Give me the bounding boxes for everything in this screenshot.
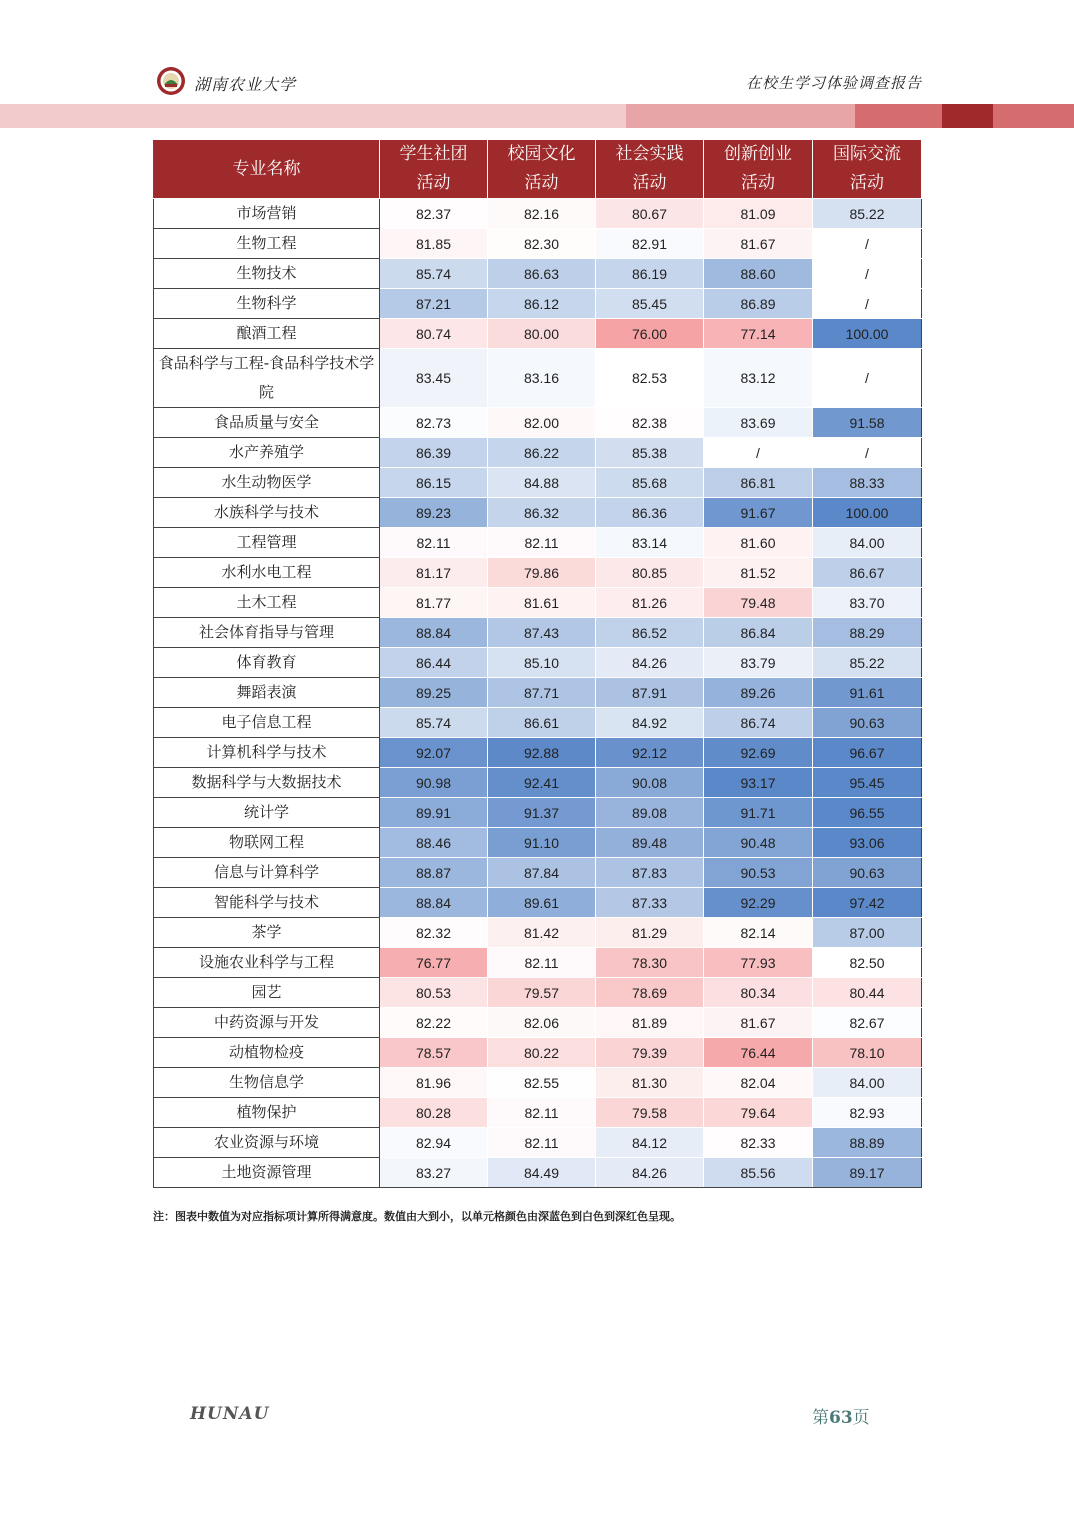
major-name-cell: 食品质量与安全 <box>154 408 380 438</box>
table-row <box>154 648 922 678</box>
score-cell: 86.22 <box>488 438 596 468</box>
table-row <box>154 888 922 918</box>
score-cell: 86.36 <box>596 498 704 528</box>
report-title: 在校生学习体验调查报告 <box>745 74 922 92</box>
major-name-cell: 设施农业科学与工程 <box>154 948 380 978</box>
score-cell: 83.79 <box>704 648 813 678</box>
major-name-cell: 水产养殖学 <box>154 438 380 468</box>
score-cell: 81.89 <box>596 1008 704 1038</box>
score-cell: 87.21 <box>380 289 488 319</box>
score-cell: 81.30 <box>596 1068 704 1098</box>
score-cell: 86.67 <box>813 558 922 588</box>
score-cell: 79.86 <box>488 558 596 588</box>
major-name-cell: 工程管理 <box>154 528 380 558</box>
score-cell: 86.52 <box>596 618 704 648</box>
score-cell: 85.45 <box>596 289 704 319</box>
score-cell: 89.26 <box>704 678 813 708</box>
major-name-cell: 食品科学与工程-食品科学技术学院 <box>154 349 380 408</box>
score-cell: 90.48 <box>704 828 813 858</box>
major-name-cell: 生物信息学 <box>154 1068 380 1098</box>
score-cell: 86.32 <box>488 498 596 528</box>
score-cell: 85.56 <box>704 1158 813 1188</box>
score-cell: 82.50 <box>813 948 922 978</box>
major-name-cell: 电子信息工程 <box>154 708 380 738</box>
major-name-cell: 智能科学与技术 <box>154 888 380 918</box>
major-name-cell: 统计学 <box>154 798 380 828</box>
score-cell: 82.38 <box>596 408 704 438</box>
major-name-cell: 土地资源管理 <box>154 1158 380 1188</box>
score-cell: 84.92 <box>596 708 704 738</box>
score-cell: 81.67 <box>704 229 813 259</box>
score-cell: 82.33 <box>704 1128 813 1158</box>
major-name-cell: 水族科学与技术 <box>154 498 380 528</box>
score-cell: 82.00 <box>488 408 596 438</box>
score-cell: 86.19 <box>596 259 704 289</box>
score-cell: 90.63 <box>813 858 922 888</box>
score-cell: 89.23 <box>380 498 488 528</box>
score-cell: 92.12 <box>596 738 704 768</box>
table-row <box>154 1158 922 1188</box>
score-cell: / <box>813 259 922 289</box>
major-name-cell: 物联网工程 <box>154 828 380 858</box>
column-header: 国际交流 活动 <box>813 140 922 199</box>
score-cell: 86.74 <box>704 708 813 738</box>
score-cell: 82.91 <box>596 229 704 259</box>
score-cell: / <box>813 289 922 319</box>
header-band-red <box>855 104 942 128</box>
score-cell: 86.61 <box>488 708 596 738</box>
table-row <box>154 1068 922 1098</box>
score-cell: 80.22 <box>488 1038 596 1068</box>
score-cell: 83.16 <box>488 349 596 408</box>
score-cell: 87.84 <box>488 858 596 888</box>
score-cell: 91.61 <box>813 678 922 708</box>
score-cell: 82.32 <box>380 918 488 948</box>
score-cell: 78.10 <box>813 1038 922 1068</box>
score-cell: 92.41 <box>488 768 596 798</box>
score-cell: 84.26 <box>596 648 704 678</box>
score-cell: 91.67 <box>704 498 813 528</box>
table-row <box>154 229 922 259</box>
score-cell: 91.37 <box>488 798 596 828</box>
score-cell: / <box>813 438 922 468</box>
score-cell: 90.08 <box>596 768 704 798</box>
score-cell: 82.67 <box>813 1008 922 1038</box>
score-cell: 89.91 <box>380 798 488 828</box>
score-cell: 95.45 <box>813 768 922 798</box>
score-cell: 82.06 <box>488 1008 596 1038</box>
table-row <box>154 1038 922 1068</box>
score-cell: 83.27 <box>380 1158 488 1188</box>
score-cell: 97.42 <box>813 888 922 918</box>
table-row <box>154 768 922 798</box>
score-cell: 81.17 <box>380 558 488 588</box>
score-cell: 78.57 <box>380 1038 488 1068</box>
score-cell: 100.00 <box>813 319 922 349</box>
score-cell: 88.84 <box>380 618 488 648</box>
score-cell: 78.69 <box>596 978 704 1008</box>
score-cell: 89.48 <box>596 828 704 858</box>
score-cell: 80.74 <box>380 319 488 349</box>
score-cell: 84.88 <box>488 468 596 498</box>
table-row <box>154 558 922 588</box>
table-row <box>154 798 922 828</box>
score-cell: 79.64 <box>704 1098 813 1128</box>
page-header <box>0 0 1074 104</box>
score-cell: 86.15 <box>380 468 488 498</box>
major-name-cell: 市场营销 <box>154 199 380 229</box>
score-cell: 82.16 <box>488 199 596 229</box>
score-cell: 84.49 <box>488 1158 596 1188</box>
table-row <box>154 678 922 708</box>
major-name-cell: 酿酒工程 <box>154 319 380 349</box>
major-name-cell: 园艺 <box>154 978 380 1008</box>
score-cell: 82.53 <box>596 349 704 408</box>
score-cell: 93.06 <box>813 828 922 858</box>
major-name-cell: 植物保护 <box>154 1098 380 1128</box>
score-cell: 76.77 <box>380 948 488 978</box>
score-cell: 79.58 <box>596 1098 704 1128</box>
major-name-cell: 体育教育 <box>154 648 380 678</box>
score-cell: 81.67 <box>704 1008 813 1038</box>
table-row <box>154 289 922 319</box>
score-cell: / <box>704 438 813 468</box>
score-cell: 83.69 <box>704 408 813 438</box>
score-cell: 77.93 <box>704 948 813 978</box>
score-cell: 100.00 <box>813 498 922 528</box>
table-row <box>154 828 922 858</box>
score-cell: 82.11 <box>488 1128 596 1158</box>
score-cell: 88.87 <box>380 858 488 888</box>
score-cell: 85.38 <box>596 438 704 468</box>
score-cell: 83.45 <box>380 349 488 408</box>
score-cell: 82.11 <box>488 1098 596 1128</box>
header-band-light <box>0 104 626 128</box>
major-name-cell: 数据科学与大数据技术 <box>154 768 380 798</box>
score-cell: 82.94 <box>380 1128 488 1158</box>
score-cell: 85.74 <box>380 259 488 289</box>
major-name-cell: 农业资源与环境 <box>154 1128 380 1158</box>
score-cell: 87.43 <box>488 618 596 648</box>
score-cell: 84.00 <box>813 1068 922 1098</box>
score-cell: 96.55 <box>813 798 922 828</box>
score-cell: 81.61 <box>488 588 596 618</box>
score-cell: 93.17 <box>704 768 813 798</box>
score-cell: 89.17 <box>813 1158 922 1188</box>
score-cell: 87.00 <box>813 918 922 948</box>
score-cell: 82.93 <box>813 1098 922 1128</box>
score-cell: 96.67 <box>813 738 922 768</box>
score-cell: 81.60 <box>704 528 813 558</box>
score-cell: 86.81 <box>704 468 813 498</box>
score-cell: 81.77 <box>380 588 488 618</box>
score-cell: 84.26 <box>596 1158 704 1188</box>
score-cell: 81.29 <box>596 918 704 948</box>
score-cell: 86.89 <box>704 289 813 319</box>
score-cell: 80.44 <box>813 978 922 1008</box>
score-cell: 81.09 <box>704 199 813 229</box>
score-cell: 76.44 <box>704 1038 813 1068</box>
table-row <box>154 408 922 438</box>
table-body <box>154 199 922 1188</box>
score-cell: 79.39 <box>596 1038 704 1068</box>
table-row <box>154 438 922 468</box>
major-name-cell: 水生动物医学 <box>154 468 380 498</box>
table-row <box>154 528 922 558</box>
table-note: 注：图表中数值为对应指标项计算所得满意度。数值由大到小，以单元格颜色由深蓝色到白色到深红色呈现。 <box>153 1210 681 1223</box>
score-cell: 87.83 <box>596 858 704 888</box>
score-cell: 81.52 <box>704 558 813 588</box>
table-row <box>154 199 922 229</box>
table-row <box>154 738 922 768</box>
score-cell: 84.00 <box>813 528 922 558</box>
score-cell: 91.10 <box>488 828 596 858</box>
score-cell: 86.44 <box>380 648 488 678</box>
score-cell: 80.34 <box>704 978 813 1008</box>
table-row <box>154 858 922 888</box>
score-cell: 85.10 <box>488 648 596 678</box>
page-number: 第63页 <box>812 1408 870 1428</box>
column-header: 校园文化 活动 <box>488 140 596 199</box>
footer-brand: HUNAU <box>190 1404 270 1424</box>
score-cell: 83.12 <box>704 349 813 408</box>
score-cell: 92.29 <box>704 888 813 918</box>
table-row <box>154 918 922 948</box>
score-cell: / <box>813 229 922 259</box>
column-header: 专业名称 <box>154 140 380 199</box>
score-cell: 91.71 <box>704 798 813 828</box>
major-name-cell: 生物科学 <box>154 289 380 319</box>
score-cell: 85.68 <box>596 468 704 498</box>
table-row <box>154 1098 922 1128</box>
score-cell: 82.73 <box>380 408 488 438</box>
score-cell: 78.30 <box>596 948 704 978</box>
score-cell: 80.28 <box>380 1098 488 1128</box>
score-cell: 89.08 <box>596 798 704 828</box>
score-cell: 81.26 <box>596 588 704 618</box>
major-name-cell: 社会体育指导与管理 <box>154 618 380 648</box>
table-row <box>154 978 922 1008</box>
score-cell: 81.85 <box>380 229 488 259</box>
score-cell: 77.14 <box>704 319 813 349</box>
table-row <box>154 948 922 978</box>
table-row <box>154 349 922 408</box>
table-row <box>154 259 922 289</box>
university-name: 湖南农业大学 <box>194 75 297 94</box>
score-cell: 82.11 <box>380 528 488 558</box>
score-cell: 82.11 <box>488 528 596 558</box>
major-name-cell: 动植物检疫 <box>154 1038 380 1068</box>
score-cell: 91.58 <box>813 408 922 438</box>
score-cell: 90.53 <box>704 858 813 888</box>
score-cell: 88.60 <box>704 259 813 289</box>
major-name-cell: 计算机科学与技术 <box>154 738 380 768</box>
score-cell: 87.91 <box>596 678 704 708</box>
score-cell: 80.53 <box>380 978 488 1008</box>
major-name-cell: 茶学 <box>154 918 380 948</box>
major-name-cell: 土木工程 <box>154 588 380 618</box>
score-cell: 82.11 <box>488 948 596 978</box>
major-name-cell: 信息与计算科学 <box>154 858 380 888</box>
major-name-cell: 生物技术 <box>154 259 380 289</box>
score-cell: 80.85 <box>596 558 704 588</box>
score-cell: 82.37 <box>380 199 488 229</box>
score-cell: 82.14 <box>704 918 813 948</box>
score-cell: 83.70 <box>813 588 922 618</box>
column-header: 社会实践 活动 <box>596 140 704 199</box>
satisfaction-table <box>153 139 922 1188</box>
column-header: 学生社团 活动 <box>380 140 488 199</box>
score-cell: 76.00 <box>596 319 704 349</box>
score-cell: 90.63 <box>813 708 922 738</box>
table-row <box>154 588 922 618</box>
score-cell: 79.48 <box>704 588 813 618</box>
score-cell: 82.30 <box>488 229 596 259</box>
score-cell: 89.61 <box>488 888 596 918</box>
score-cell: 85.22 <box>813 648 922 678</box>
score-cell: 82.55 <box>488 1068 596 1098</box>
score-cell: 88.46 <box>380 828 488 858</box>
table-row <box>154 1128 922 1158</box>
table-row <box>154 618 922 648</box>
header-band-mid <box>626 104 855 128</box>
score-cell: 84.12 <box>596 1128 704 1158</box>
table-row <box>154 319 922 349</box>
column-header: 创新创业 活动 <box>704 140 813 199</box>
score-cell: 87.71 <box>488 678 596 708</box>
score-cell: 92.07 <box>380 738 488 768</box>
score-cell: / <box>813 349 922 408</box>
score-cell: 85.74 <box>380 708 488 738</box>
score-cell: 86.12 <box>488 289 596 319</box>
score-cell: 81.42 <box>488 918 596 948</box>
score-cell: 87.33 <box>596 888 704 918</box>
score-cell: 80.67 <box>596 199 704 229</box>
major-name-cell: 水利水电工程 <box>154 558 380 588</box>
score-cell: 85.22 <box>813 199 922 229</box>
header-band-end <box>993 104 1074 128</box>
score-cell: 88.89 <box>813 1128 922 1158</box>
major-name-cell: 舞蹈表演 <box>154 678 380 708</box>
major-name-cell: 生物工程 <box>154 229 380 259</box>
table-row <box>154 708 922 738</box>
header-band-dark <box>942 104 993 128</box>
table-row <box>154 468 922 498</box>
score-cell: 90.98 <box>380 768 488 798</box>
score-cell: 80.00 <box>488 319 596 349</box>
table-row <box>154 498 922 528</box>
score-cell: 86.39 <box>380 438 488 468</box>
score-cell: 86.63 <box>488 259 596 289</box>
major-name-cell: 中药资源与开发 <box>154 1008 380 1038</box>
score-cell: 86.84 <box>704 618 813 648</box>
score-cell: 88.84 <box>380 888 488 918</box>
score-cell: 81.96 <box>380 1068 488 1098</box>
score-cell: 79.57 <box>488 978 596 1008</box>
score-cell: 88.33 <box>813 468 922 498</box>
score-cell: 82.22 <box>380 1008 488 1038</box>
score-cell: 89.25 <box>380 678 488 708</box>
score-cell: 88.29 <box>813 618 922 648</box>
score-cell: 92.88 <box>488 738 596 768</box>
university-emblem-icon <box>156 66 186 96</box>
table-header-row <box>154 140 922 199</box>
score-cell: 82.04 <box>704 1068 813 1098</box>
table-row <box>154 1008 922 1038</box>
score-cell: 83.14 <box>596 528 704 558</box>
score-cell: 92.69 <box>704 738 813 768</box>
